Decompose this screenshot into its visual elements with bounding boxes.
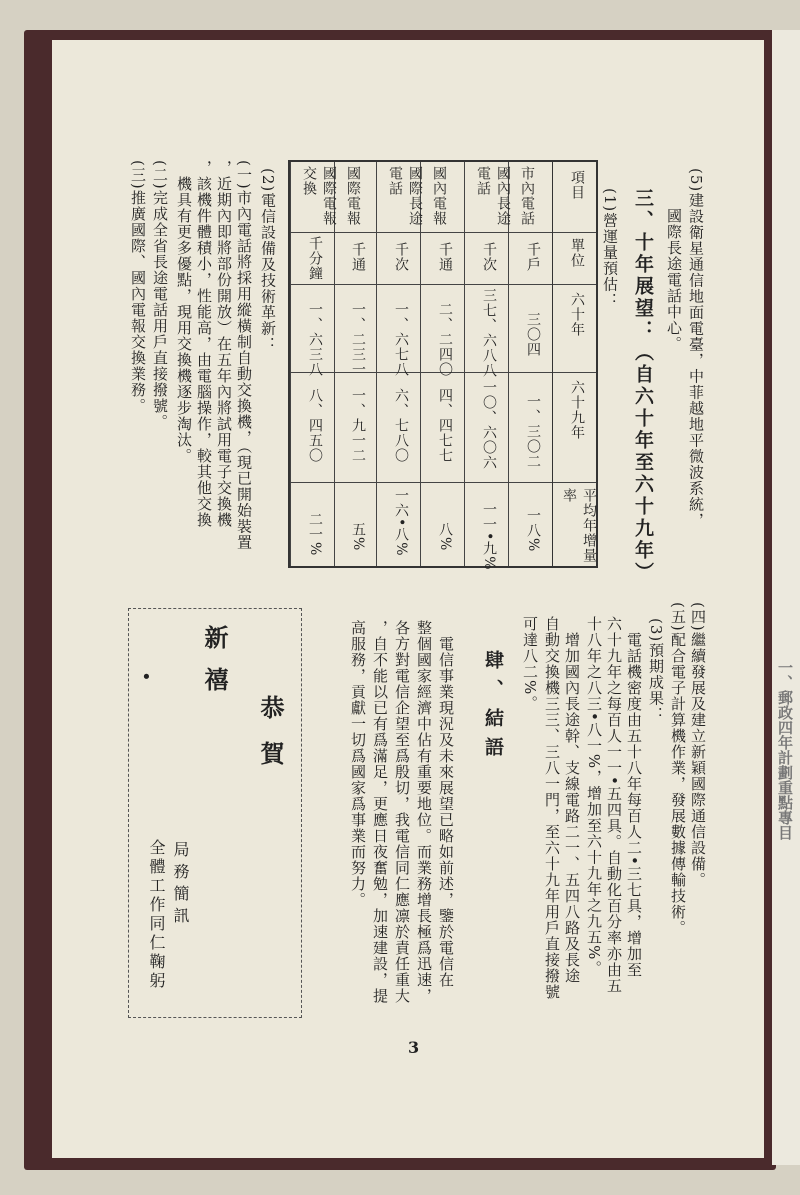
row-label: 國際長途電話 bbox=[387, 166, 423, 226]
row-growth: 八% bbox=[437, 522, 453, 552]
header-unit: 單位 bbox=[569, 238, 585, 268]
section2-line: (二)完成全省長途電話用戶直接撥號。 bbox=[151, 160, 169, 430]
section3-line: 電話機密度由五十八年每百人二•三七具，增加至 bbox=[625, 632, 643, 978]
header-year60: 六十年 bbox=[569, 292, 585, 337]
row-unit: 千通 bbox=[350, 242, 366, 272]
conclusion-line: 電信事業現況及未來展望已略如前述，鑒於電信在 bbox=[437, 636, 455, 988]
section3-title: (3)預期成果： bbox=[647, 618, 665, 723]
section2-line: (一)市內電話將採用縱橫制自動交換機，（現已開始裝置 bbox=[235, 160, 253, 551]
header-year69: 六十九年 bbox=[569, 380, 585, 440]
section2-line: ，近期內即將部份開放）在五年內將試用電子交換機 bbox=[215, 160, 233, 528]
conclusion-line: 各方對電信企望至爲殷切，我電信同仁應凛於責任重大 bbox=[393, 620, 411, 1004]
lower-item5: (五)配合電子計算機作業，發展數據傳輸技術。 bbox=[669, 602, 687, 936]
row-growth: 一六•八% bbox=[393, 488, 409, 557]
greeting-congrats: 恭賀 bbox=[256, 695, 285, 787]
row-year60: 三七、六八八 bbox=[481, 288, 497, 378]
item5-line2: 國際長途電話中心。 bbox=[665, 208, 683, 352]
new-year-greeting-box bbox=[128, 608, 302, 1018]
row-label: 國際電報交換 bbox=[301, 166, 337, 226]
row-year69: 一、九一二 bbox=[350, 388, 366, 463]
section3-line: 六十九年之每百人一一•五四具。自動化百分率亦由五 bbox=[605, 616, 623, 994]
table-row bbox=[290, 162, 337, 566]
row-year60: 一、二三一 bbox=[350, 302, 366, 377]
adjacent-page-text: 一、郵政四年計劃重點專目 bbox=[776, 660, 794, 840]
section2-line: 機具有更多優點，現用交換機逐步淘汰。 bbox=[175, 176, 193, 464]
section3-line: 可達八二%。 bbox=[521, 616, 539, 712]
row-unit: 千次 bbox=[393, 242, 409, 272]
row-year60: 二、二四〇 bbox=[437, 302, 453, 377]
conclusion-line: ，自不能以已有爲滿足，更應日夜奮勉，加速建設，提 bbox=[371, 620, 389, 1004]
conclusion-line: 整個國家經濟中佔有重要地位。而業務增長極爲迅速， bbox=[415, 620, 433, 1004]
header-item: 項目 bbox=[569, 170, 585, 200]
greeting-dot: • bbox=[135, 671, 156, 683]
section2-line: ，該機件體積小，性能高，由電腦操作，較其他交換 bbox=[195, 160, 213, 528]
row-year69: 八、四五〇 bbox=[307, 388, 323, 463]
forecast-table bbox=[288, 160, 598, 571]
row-unit: 千通 bbox=[437, 242, 453, 272]
row-unit: 千次 bbox=[481, 242, 497, 272]
conclusion-line: 高服務，貢獻一切爲國家爲事業而努力。 bbox=[349, 620, 367, 908]
row-growth: 五% bbox=[350, 522, 366, 552]
row-growth: 二一% bbox=[307, 512, 323, 557]
row-label: 國內長途電話 bbox=[475, 166, 511, 226]
row-year60: 一、六七八 bbox=[393, 302, 409, 377]
row-year69: 四、四七七 bbox=[437, 388, 453, 463]
section-three-heading: 三、十年展望：（自六十年至六十九年） bbox=[632, 188, 654, 584]
row-unit: 千戶 bbox=[525, 242, 541, 272]
row-label: 市內電話 bbox=[519, 166, 535, 226]
row-growth: 一一•九% bbox=[481, 502, 497, 571]
greeting-bureau: 局務簡訊 bbox=[171, 841, 190, 929]
row-year69: 六、七八〇 bbox=[393, 388, 409, 463]
section3-line: 自動交換機三三、三八一門，至六十九年用戶直接撥號 bbox=[543, 616, 561, 1000]
greeting-staff: 全體工作同仁鞠躬 bbox=[147, 839, 166, 991]
row-year69: 一、三〇二 bbox=[525, 394, 541, 469]
conclusion-heading: 肆、結語 bbox=[482, 650, 504, 766]
adjacent-page-edge bbox=[772, 30, 800, 1165]
operations-forecast-title: (1)營運量預估： bbox=[601, 188, 619, 309]
table-header-col bbox=[552, 162, 596, 566]
row-growth: 一八% bbox=[525, 508, 541, 553]
row-unit: 千分鐘 bbox=[307, 236, 323, 281]
table-row bbox=[508, 162, 552, 566]
row-year60: 三〇四 bbox=[525, 312, 541, 357]
header-growth: 平均年增量率 bbox=[561, 488, 597, 563]
table-row bbox=[420, 162, 464, 566]
greeting-new-year: 新禧 bbox=[200, 625, 229, 709]
lower-item4: (四)繼續發展及建立新穎國際通信設備。 bbox=[689, 602, 707, 888]
row-label: 國際電報 bbox=[345, 166, 361, 226]
table-row bbox=[464, 162, 511, 571]
item5-line1: (5)建設衛星通信地面電臺，中菲越地平微波系統， bbox=[687, 168, 705, 529]
section2-line: (三)推廣國際、國內電報交換業務。 bbox=[129, 160, 147, 414]
row-year60: 一、六三八 bbox=[307, 302, 323, 377]
row-label: 國內電報 bbox=[431, 166, 447, 226]
section2-title: (2)電信設備及技術革新： bbox=[259, 168, 277, 353]
page-number: 3 bbox=[408, 1038, 420, 1057]
row-year69: 一〇、六〇六 bbox=[481, 380, 497, 470]
section3-line: 十八年之八三•八一%，增加至六十九年之九五%。 bbox=[585, 616, 603, 977]
table-row bbox=[334, 162, 376, 566]
section3-line: 增加國內長途幹、支線電路二一、五四八路及長途 bbox=[563, 632, 581, 984]
table-row bbox=[376, 162, 423, 566]
